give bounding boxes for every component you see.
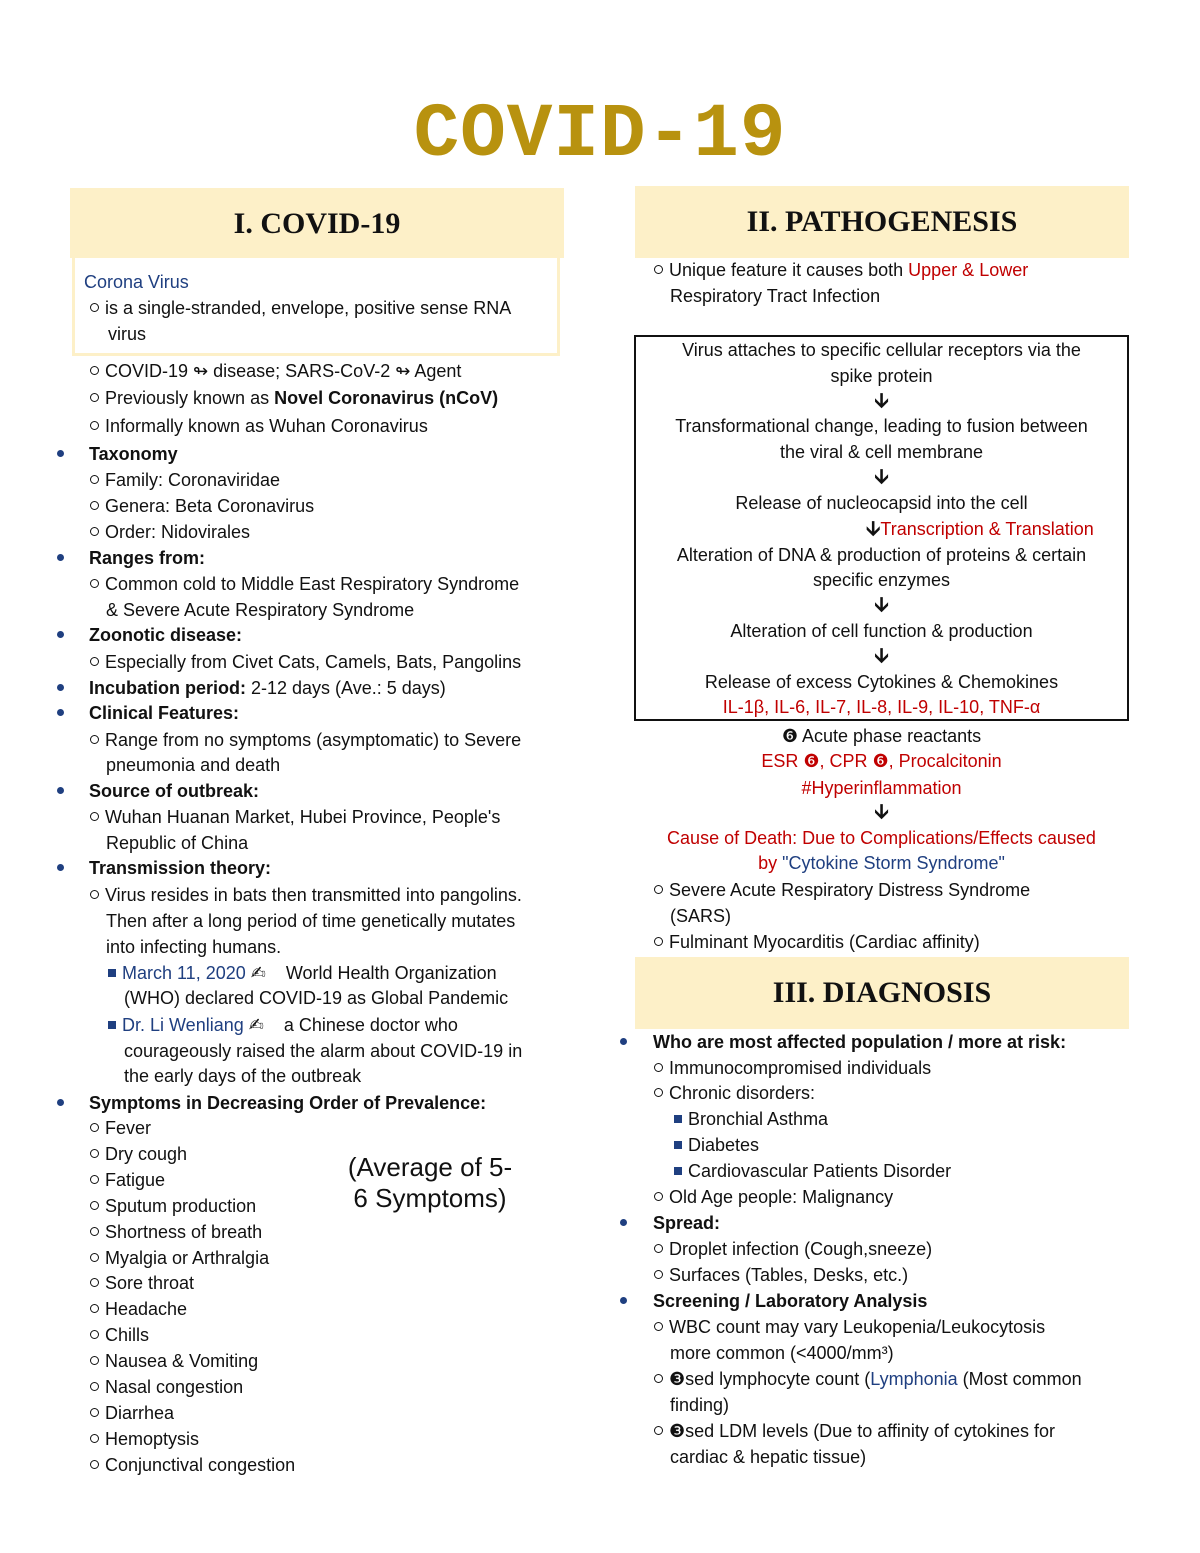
corona-desc: is a single-stranded, envelope, positive sense RNA [105, 298, 512, 318]
list-item-continued: finding) [670, 1395, 730, 1415]
flow-step: Release of nucleocapsid into the cell [735, 493, 1028, 513]
symptom-item: Sore throat [90, 1271, 194, 1295]
section-3-header: III. DIAGNOSIS [635, 957, 1129, 1029]
list-item: Genera: Beta Coronavirus [90, 494, 314, 518]
sub-item: March 11, 2020 ✍ World Health Organization [108, 961, 497, 985]
list-item: ❸sed lymphocyte count (Lymphonia (Most common [654, 1367, 1082, 1391]
list-item-continued: pneumonia and death [106, 755, 281, 775]
list-item: Immunocompromised individuals [654, 1056, 931, 1080]
sub-item-continued: the early days of the outbreak [124, 1066, 362, 1086]
list-item-continued: & Severe Acute Respiratory Syndrome [106, 600, 415, 620]
list-item: Especially from Civet Cats, Camels, Bats, Pangolins [90, 650, 521, 674]
pencil-icon: ✍ [250, 963, 266, 983]
clinical-label: Clinical Features: [89, 703, 240, 723]
list-item: Range from no symptoms (asymptomatic) to Severe [90, 728, 521, 752]
pencil-icon: ✍ [248, 1015, 264, 1035]
list-item: Previously known as Novel Coronavirus (nCoV) [90, 386, 498, 410]
flow-step: the viral & cell membrane [779, 442, 984, 462]
symptoms-label: Symptoms in Decreasing Order of Prevalence: [89, 1093, 487, 1113]
down-arrow-icon: 🡫 [866, 518, 881, 540]
chronic-item: Cardiovascular Patients Disorder [674, 1159, 951, 1183]
flow-step: spike protein [830, 366, 933, 386]
list-item: Chronic disorders: [654, 1081, 815, 1105]
flow-step-transcription: 🡫Transcription & Translation [866, 518, 1094, 540]
sub-item: Dr. Li Wenliang ✍ a Chinese doctor who [108, 1013, 458, 1037]
flow-step: specific enzymes [812, 570, 951, 590]
esr-line: ESR ❻, CPR ❻, Procalcitonin [761, 751, 1002, 771]
taxonomy-label: Taxonomy [89, 444, 178, 464]
list-item: COVID-19 ↬ disease; SARS-CoV-2 ↬ Agent [90, 359, 461, 383]
list-item-continued: Respiratory Tract Infection [670, 286, 881, 306]
list-item-continued: cardiac & hepatic tissue) [670, 1447, 867, 1467]
sub-item-continued: (WHO) declared COVID-19 as Global Pandemic [124, 988, 509, 1008]
list-item-continued: more common (<4000/mm³) [670, 1343, 894, 1363]
symptom-item: Nausea & Vomiting [90, 1349, 258, 1373]
list-item: Old Age people: Malignancy [654, 1185, 893, 1209]
list-item: Droplet infection (Cough,sneeze) [654, 1237, 932, 1261]
bullet-icon [57, 787, 64, 794]
average-symptoms-note [330, 1152, 530, 1214]
corona-virus-title: Corona Virus [84, 272, 189, 292]
flow-step: Alteration of DNA & production of proteins & certain [676, 545, 1087, 565]
list-item: Common cold to Middle East Respiratory Syndrome [90, 572, 519, 596]
flow-step: Virus attaches to specific cellular receptors via the [682, 340, 1081, 360]
list-item: Wuhan Huanan Market, Hubei Province, People's [90, 805, 500, 829]
screening-label: Screening / Laboratory Analysis [653, 1291, 928, 1311]
bullet-icon [57, 1099, 64, 1106]
list-item: WBC count may vary Leukopenia/Leukocytosis [654, 1315, 1045, 1339]
symptom-item: Diarrhea [90, 1401, 174, 1425]
bullet-icon [620, 1219, 627, 1226]
decrease-icon: ❸ [669, 1421, 686, 1441]
list-item-continued: Then after a long period of time genetically mutates [106, 911, 516, 931]
symptom-item: Hemoptysis [90, 1427, 199, 1451]
flow-step: Release of excess Cytokines & Chemokines [704, 672, 1059, 692]
symptom-item: Conjunctival congestion [90, 1453, 295, 1477]
increase-icon: ❻ [872, 751, 889, 771]
section-2-header: II. PATHOGENESIS [635, 186, 1129, 258]
symptom-item: Myalgia or Arthralgia [90, 1246, 269, 1270]
bullet-icon [57, 450, 64, 457]
list-item-continued: virus [108, 324, 147, 344]
spread-label: Spread: [653, 1213, 721, 1233]
down-arrow-icon: 🡫 [874, 594, 889, 616]
list-item-continued: (SARS) [670, 906, 732, 926]
down-arrow-icon: 🡫 [874, 466, 889, 488]
source-label: Source of outbreak: [89, 781, 260, 801]
arrow-icon: ↬ [395, 361, 411, 381]
bullet-icon [57, 631, 64, 638]
transmission-label: Transmission theory: [89, 858, 272, 878]
symptom-item: Chills [90, 1323, 149, 1347]
average-line-1: (Average of 5- [347, 1152, 513, 1182]
symptom-item: Fever [90, 1116, 151, 1140]
list-item-continued: Republic of China [106, 833, 249, 853]
list-item: ❸sed LDM levels (Due to affinity of cytokines for [654, 1419, 1055, 1443]
chronic-item: Diabetes [674, 1133, 759, 1157]
cause-of-death-2: by "Cytokine Storm Syndrome" [758, 853, 1005, 873]
hyperinflammation-tag: #Hyperinflammation [801, 778, 962, 798]
list-item: Family: Coronaviridae [90, 468, 280, 492]
bullet-icon [57, 864, 64, 871]
flow-step: Alteration of cell function & production [730, 621, 1033, 641]
list-item: Severe Acute Respiratory Distress Syndrome [654, 878, 1030, 902]
symptom-item: Sputum production [90, 1194, 256, 1218]
list-item: Virus resides in bats then transmitted into pangolins. [90, 883, 522, 907]
arrow-icon: ↬ [193, 361, 209, 381]
bullet-icon [57, 684, 64, 691]
symptom-item: Headache [90, 1297, 187, 1321]
bullet-icon [57, 709, 64, 716]
list-item: Fulminant Myocarditis (Cardiac affinity) [654, 930, 980, 954]
incubation-line: Incubation period: 2-12 days (Ave.: 5 days) [89, 678, 446, 698]
down-arrow-icon: 🡫 [874, 390, 889, 412]
list-item: Unique feature it causes both Upper & Lower [654, 258, 1028, 282]
bullet-icon [620, 1297, 627, 1304]
down-arrow-icon: 🡫 [874, 645, 889, 667]
cause-of-death: Cause of Death: Due to Complications/Effects caused [667, 828, 1096, 848]
acute-phase-line: ❻ Acute phase reactants [781, 726, 982, 746]
symptom-item: Fatigue [90, 1168, 165, 1192]
section-1-header: I. COVID-19 [70, 188, 564, 258]
list-item: Surfaces (Tables, Desks, etc.) [654, 1263, 908, 1287]
interleukin-list: IL-1β, IL-6, IL-7, IL-8, IL-9, IL-10, TNF-α [722, 697, 1041, 717]
flow-step: Transformational change, leading to fusion between [675, 416, 1088, 436]
sub-item-continued: courageously raised the alarm about COVID-19 in [124, 1041, 523, 1061]
symptom-item: Nasal congestion [90, 1375, 243, 1399]
ranges-label: Ranges from: [89, 548, 206, 568]
bullet-icon [57, 554, 64, 561]
symptom-item: Shortness of breath [90, 1220, 262, 1244]
list-item: Order: Nidovirales [90, 520, 250, 544]
chronic-item: Bronchial Asthma [674, 1107, 828, 1131]
list-item [90, 296, 511, 320]
down-arrow-icon: 🡫 [874, 801, 889, 823]
decrease-icon: ❸ [669, 1369, 686, 1389]
list-item-continued: into infecting humans. [106, 937, 282, 957]
symptom-item: Dry cough [90, 1142, 187, 1166]
increase-icon: ❻ [803, 751, 820, 771]
average-line-2: 6 Symptoms) [353, 1183, 507, 1213]
increase-icon: ❻ [781, 726, 798, 746]
affected-label: Who are most affected population / more at risk: [653, 1032, 1067, 1052]
page-title: COVID-19 [413, 92, 787, 178]
zoonotic-label: Zoonotic disease: [89, 625, 243, 645]
bullet-icon [620, 1038, 627, 1045]
list-item: Informally known as Wuhan Coronavirus [90, 414, 428, 438]
